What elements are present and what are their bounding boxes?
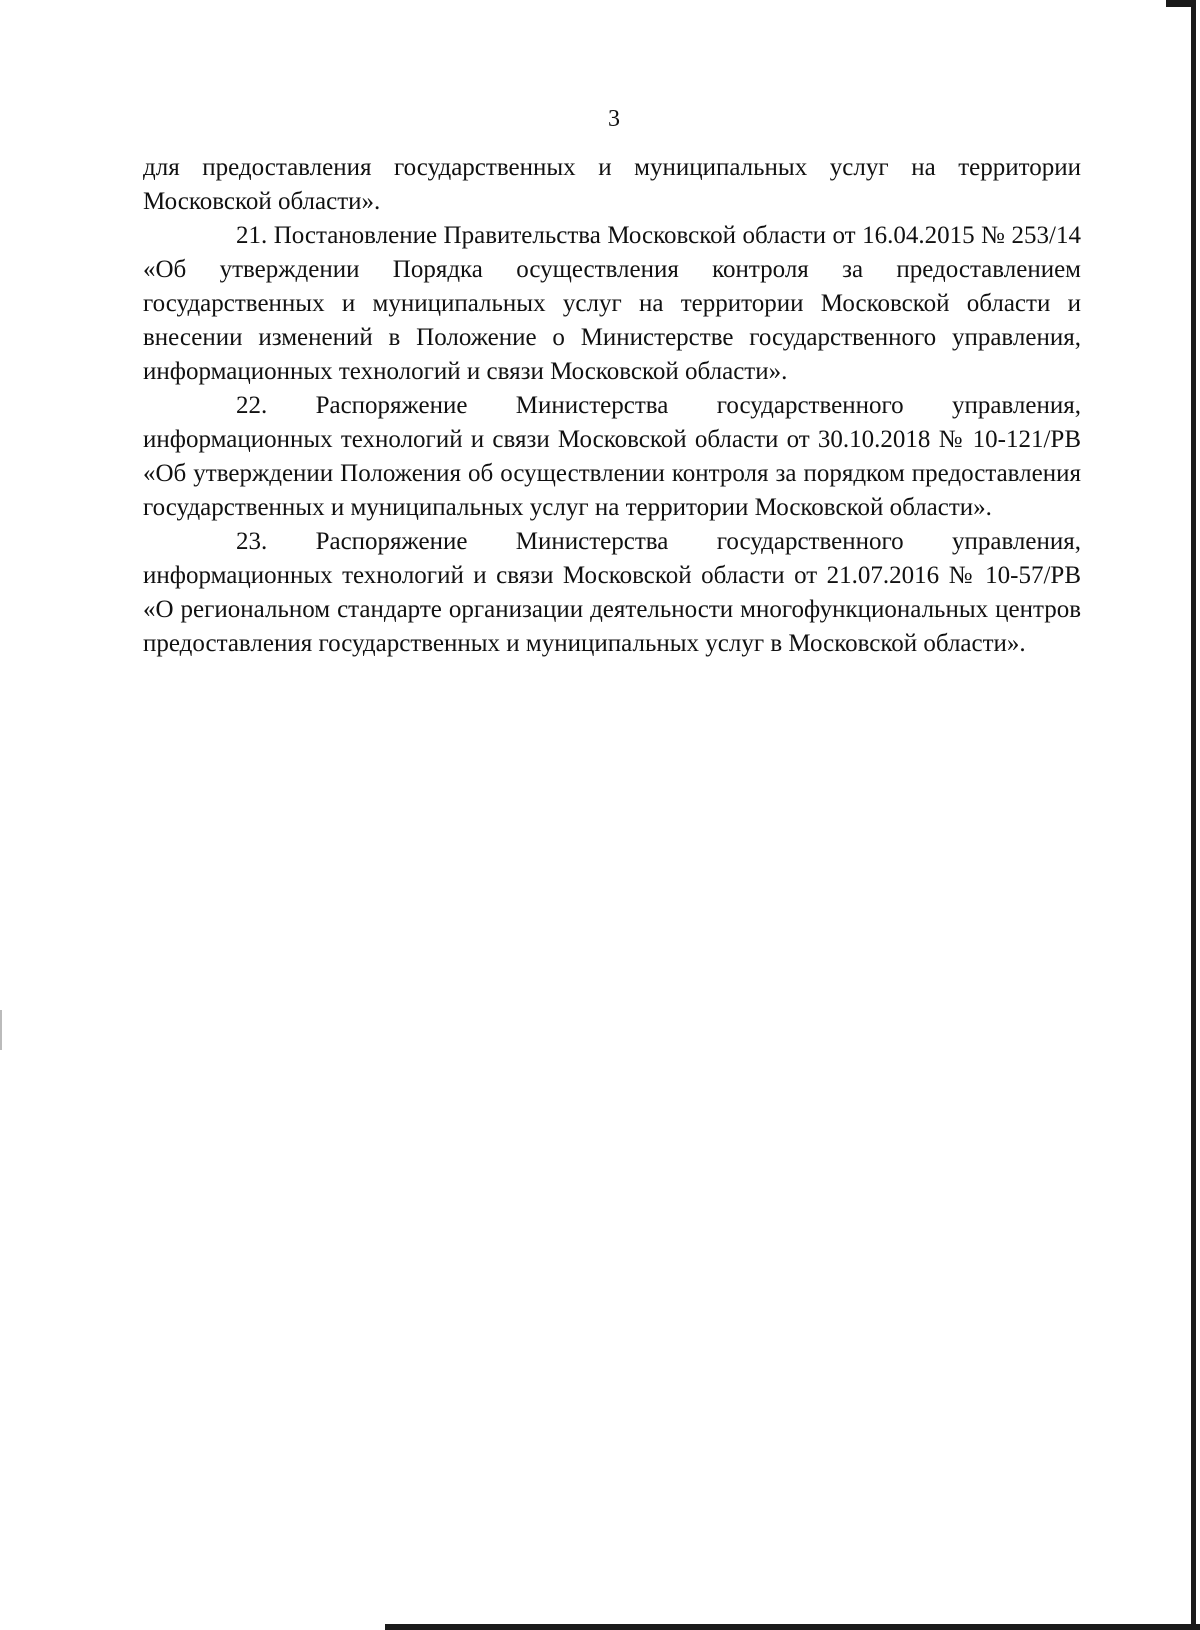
paragraph-item-21: 21. Постановление Правительства Московской области от 16.04.2015 № 253/14 «Об утверждении Порядка осуществления контроля за предоставлением государственных и муниципальных услуг на территории Московской области и внесении изменений в Положение о Министерстве государственного управления, информационных технологий и связи Московской области». (143, 222, 1081, 385)
paragraph-continuation: для предоставления государственных и муниципальных услуг на территории Московской области». (143, 154, 1081, 215)
scan-edge-right (1191, 0, 1196, 1630)
scan-edge-bottom (385, 1624, 1200, 1630)
paragraph-item-23: 23. Распоряжение Министерства государственного управления, информационных технологий и связи Московской области от 21.07.2016 № 10-57/РВ «О региональном стандарте организации деятельности многофункциональных центров предоставления государственных и муниципальных услуг в Московской области». (143, 528, 1081, 657)
scan-edge-left-mark (0, 1010, 2, 1050)
document-body (143, 151, 1081, 661)
scan-edge-top-right (1166, 0, 1196, 7)
page-number: 3 (608, 106, 620, 132)
paragraph-item-22: 22. Распоряжение Министерства государственного управления, информационных технологий и связи Московской области от 30.10.2018 № 10-121/РВ «Об утверждении Положения об осуществлении контроля за порядком предоставления государственных и муниципальных услуг на территории Московской области». (143, 392, 1081, 521)
